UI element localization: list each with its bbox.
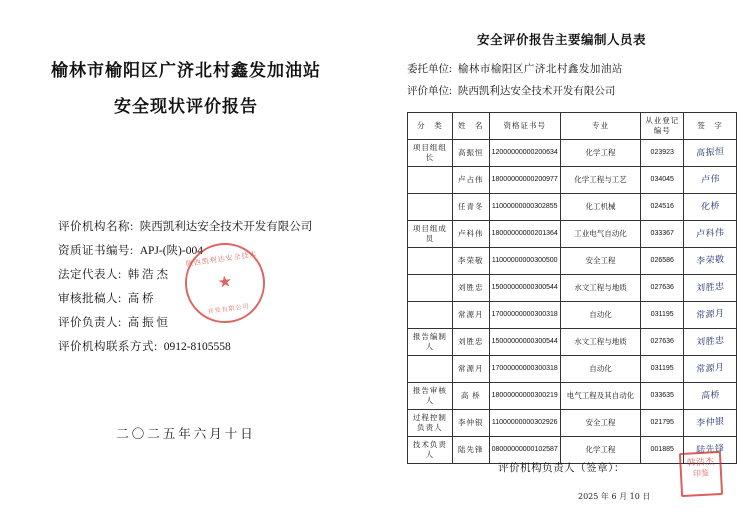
cell-name: 卢科伟: [452, 221, 489, 248]
seal-top-text: 陕西凯利达安全技术: [185, 250, 258, 269]
cell-regno: 023923: [641, 140, 684, 167]
table-row: [408, 410, 737, 437]
cell-cert: 17000000000300318: [489, 356, 560, 383]
info-value-legal-rep: 韩 浩 杰: [127, 269, 168, 281]
cell-name: 卢占伟: [452, 167, 489, 194]
cell-signature: [684, 248, 737, 275]
cell-signature: [684, 383, 737, 410]
cell-cert: 18000000000200977: [489, 167, 560, 194]
cell-name: 刘胜忠: [452, 275, 489, 302]
info-value-cert-number: APJ-(陕)-004: [139, 245, 203, 257]
table-row: [408, 221, 737, 248]
cell-signature: [684, 356, 737, 383]
cell-major: 化工机械: [560, 194, 641, 221]
cell-category: [408, 302, 453, 329]
cell-category: 项目组组长: [408, 140, 453, 167]
cell-category: [408, 167, 453, 194]
cover-title-line2: 安全现状评价报告: [114, 97, 258, 116]
cell-regno: 026586: [641, 248, 684, 275]
cell-category: 报告审核人: [408, 383, 453, 410]
cell-major: 化学工程与工艺: [560, 167, 641, 194]
personnel-header-block: [407, 58, 737, 103]
cell-cert: 11000000000302926: [489, 410, 560, 437]
col-header-signature: 签 字: [684, 113, 737, 140]
cell-major: 安全工程: [560, 410, 641, 437]
cell-major: 化学工程: [560, 140, 641, 167]
seal-line1: 韩浩杰: [686, 456, 715, 468]
info-label-contact: 评价机构联系方式:: [58, 341, 158, 353]
col-header-major: 专业: [560, 113, 641, 140]
cell-regno: 001885: [641, 437, 684, 464]
header-label-evaluator: 评价单位:: [407, 86, 452, 97]
cell-regno: 027636: [641, 275, 684, 302]
cell-category: 项目组成员: [408, 221, 453, 248]
cell-name: 李仲银: [452, 410, 489, 437]
signature-mark: 李荣敬: [695, 254, 725, 268]
info-value-project-lead: 高 振 恒: [127, 317, 168, 329]
header-label-client: 委托单位:: [407, 64, 452, 75]
cell-regno: 031195: [641, 356, 684, 383]
cell-signature: [684, 275, 737, 302]
cell-cert: 15000000000300544: [489, 275, 560, 302]
info-label-project-lead: 评价负责人:: [58, 317, 122, 329]
info-row-contact: [58, 335, 358, 359]
header-row-evaluator: [407, 81, 737, 103]
cell-category: [408, 248, 453, 275]
info-label-agency-name: 评价机构名称:: [58, 221, 134, 233]
cell-cert: 08000000000102587: [489, 437, 560, 464]
personnel-table-body: [408, 140, 737, 464]
cell-regno: 034045: [641, 167, 684, 194]
col-header-cert: 资格证书号: [489, 113, 560, 140]
cell-name: 刘胜忠: [452, 329, 489, 356]
cell-major: 自动化: [560, 356, 641, 383]
table-row: [408, 194, 737, 221]
info-label-cert-number: 资质证书编号:: [58, 245, 134, 257]
table-header-row: [408, 113, 737, 140]
cell-name: 常源月: [452, 302, 489, 329]
cell-name: 任青冬: [452, 194, 489, 221]
cell-cert: 11000000000302855: [489, 194, 560, 221]
cell-category: [408, 194, 453, 221]
info-value-reviewer: 高 桥: [127, 293, 154, 305]
cell-cert: 15000000000300544: [489, 329, 560, 356]
cell-regno: 033635: [641, 383, 684, 410]
cell-cert: 11000000000300500: [489, 248, 560, 275]
table-row: [408, 167, 737, 194]
personnel-table: [407, 112, 737, 464]
signature-mark: 卢科伟: [695, 227, 725, 241]
col-header-name: 姓 名: [452, 113, 489, 140]
table-row: [408, 140, 737, 167]
cell-category: 过程控制负责人: [408, 410, 453, 437]
cell-category: [408, 275, 453, 302]
cell-category: 技术负责人: [408, 437, 453, 464]
cell-major: 水文工程与地质: [560, 329, 641, 356]
footer-signature-label: 评价机构负责人（签章）：: [498, 463, 625, 474]
col-header-category: 分 类: [408, 113, 453, 140]
info-value-contact: 0912-8105558: [163, 341, 231, 353]
seal-bottom-text: 开发有限公司: [207, 303, 250, 316]
header-value-evaluator: 陕西凯利达安全技术开发有限公司: [457, 86, 616, 97]
cell-regno: 021795: [641, 410, 684, 437]
cell-category: 报告编制人: [408, 329, 453, 356]
col-header-regno: 从业登记编号: [641, 113, 684, 140]
info-row-agency-name: [58, 215, 358, 239]
cell-major: 自动化: [560, 302, 641, 329]
header-row-client: [407, 58, 737, 81]
cell-major: 工业电气自动化: [560, 221, 641, 248]
cover-date: 二〇二五年六月十日: [116, 427, 256, 441]
cell-category: [408, 356, 453, 383]
info-label-legal-rep: 法定代表人:: [58, 269, 122, 281]
cell-regno: 024516: [641, 194, 684, 221]
cell-major: 水文工程与地质: [560, 275, 641, 302]
signature-mark: 卢伟: [700, 174, 720, 186]
signature-mark: 李仲银: [695, 416, 725, 430]
cell-cert: 17000000000300318: [489, 302, 560, 329]
cell-cert: 18000000000300219: [489, 383, 560, 410]
signature-mark: 化桥: [700, 201, 720, 213]
signature-mark: 刘胜忠: [695, 335, 725, 349]
header-value-client: 榆林市榆阳区广济北村鑫发加油站: [457, 63, 623, 75]
table-row: [408, 383, 737, 410]
table-row: [408, 356, 737, 383]
cell-regno: 031195: [641, 302, 684, 329]
cell-cert: 18000000000201364: [489, 221, 560, 248]
cell-signature: [684, 302, 737, 329]
cell-name: 常源月: [452, 356, 489, 383]
cell-regno: 027636: [641, 329, 684, 356]
cell-signature: [684, 329, 737, 356]
personnel-page: [380, 0, 743, 515]
footer-date: 2025 年 6 月 10 日: [578, 492, 651, 501]
cell-cert: 12000000000200634: [489, 140, 560, 167]
personnel-table-head: [408, 113, 737, 140]
table-row: [408, 302, 737, 329]
cell-signature: [684, 167, 737, 194]
info-value-agency-name: 陕西凯利达安全技术开发有限公司: [139, 221, 313, 233]
table-row: [408, 275, 737, 302]
cell-major: 安全工程: [560, 248, 641, 275]
table-row: [408, 248, 737, 275]
cell-name: 高振恒: [452, 140, 489, 167]
cover-title: [0, 56, 372, 122]
signature-mark: 高振恒: [695, 146, 725, 160]
signature-mark: 常源月: [695, 308, 725, 322]
cell-major: 化学工程: [560, 437, 641, 464]
cell-signature: [684, 194, 737, 221]
info-label-reviewer: 审核批稿人:: [58, 293, 122, 305]
signature-mark: 刘胜忠: [695, 281, 725, 295]
personnel-table-title: 安全评价报告主要编制人员表: [476, 33, 646, 47]
signature-mark: 陆先锋: [695, 443, 725, 457]
seal-line2: 印鉴: [692, 468, 710, 479]
cell-name: 陆先锋: [452, 437, 489, 464]
signature-mark: 高桥: [700, 390, 720, 402]
cell-name: 高 桥: [452, 383, 489, 410]
cell-signature: [684, 410, 737, 437]
signature-mark: 常源月: [695, 362, 725, 376]
cell-name: 李荣敬: [452, 248, 489, 275]
cell-signature: [684, 140, 737, 167]
cell-major: 电气工程及其自动化: [560, 383, 641, 410]
cover-title-line1: 榆林市榆阳区广济北村鑫发加油站: [51, 61, 321, 80]
cell-signature: [684, 221, 737, 248]
seal-star-icon: ★: [216, 273, 234, 292]
cell-regno: 033367: [641, 221, 684, 248]
table-row: [408, 329, 737, 356]
personal-square-seal-icon: [679, 451, 723, 497]
